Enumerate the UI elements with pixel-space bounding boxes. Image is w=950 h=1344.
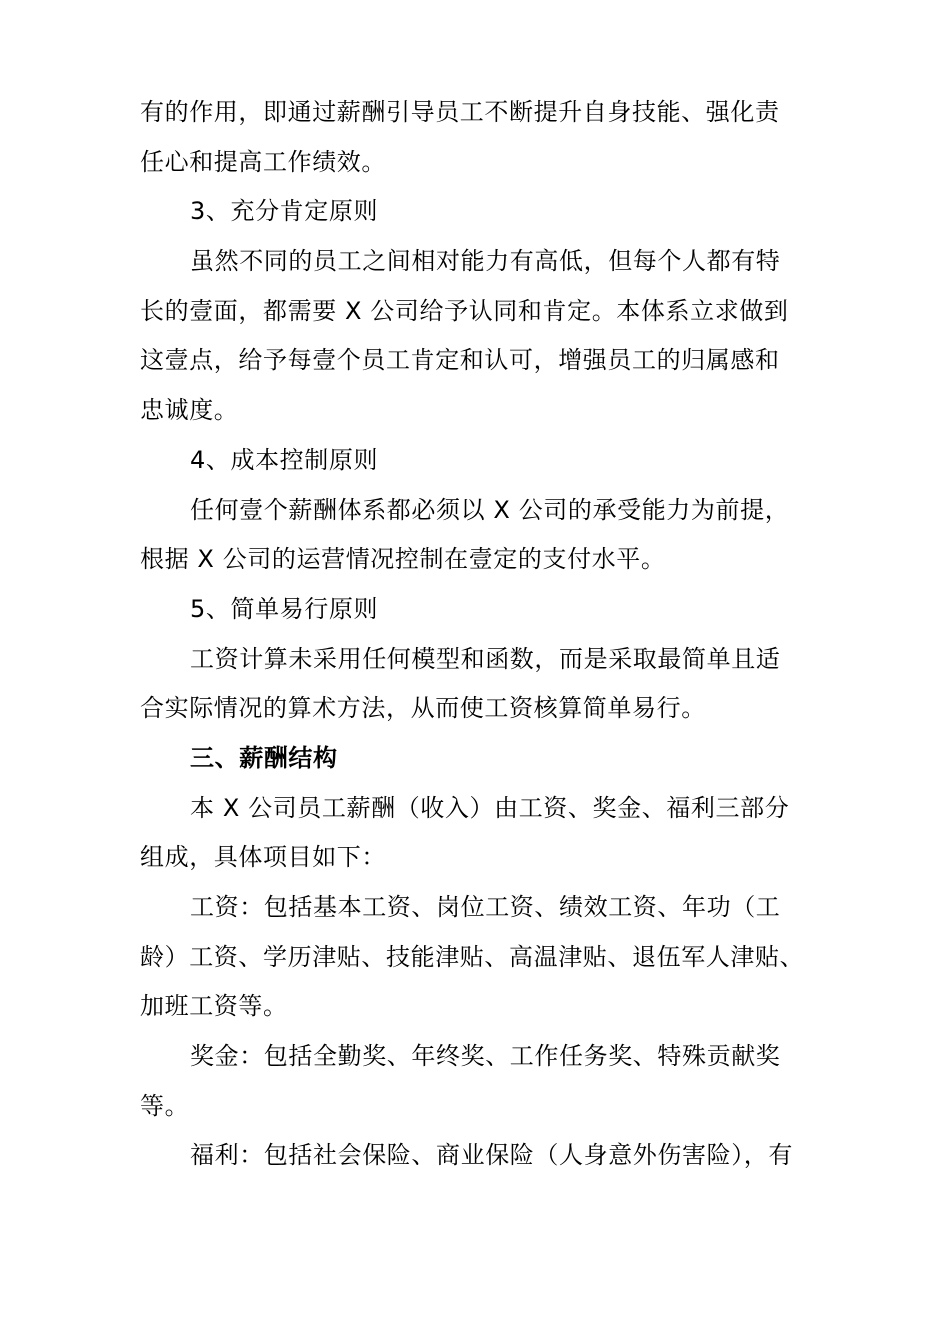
text-line: 工资：包括基本工资、岗位工资、绩效工资、年功（工: [190, 893, 781, 921]
text-line: 任心和提高工作绩效。: [140, 147, 386, 176]
text-line: 加班工资等。: [140, 992, 288, 1021]
text-line: 5、简单易行原则: [190, 594, 379, 623]
document-body: [140, 88, 812, 1181]
text-line: 长的壹面，都需要 X 公司给予认同和肯定。本体系立求做到: [140, 296, 789, 325]
text-line: 根据 X 公司的运营情况控制在壹定的支付水平。: [140, 545, 666, 574]
text-line: 虽然不同的员工之间相对能力有高低，但每个人都有特: [190, 247, 781, 276]
text-line: 本 X 公司员工薪酬（收入）由工资、奖金、福利三部分: [190, 793, 790, 822]
text-line: 4、成本控制原则: [190, 445, 379, 474]
text-line: 等。: [140, 1091, 190, 1120]
text-line: 福利：包括社会保险、商业保险（人身意外伤害险），有: [190, 1141, 793, 1170]
text-line: 3、充分肯定原则: [190, 197, 379, 226]
text-line: 奖金：包括全勤奖、年终奖、工作任务奖、特殊贡献奖: [190, 1042, 781, 1071]
text-line: 工资计算未采用任何模型和函数，而是采取最简单且适: [190, 644, 781, 673]
text-line: 任何壹个薪酬体系都必须以 X 公司的承受能力为前提，: [190, 495, 790, 524]
section-heading: 三、薪酬结构: [190, 743, 338, 772]
text-line: 龄）工资、学历津贴、技能津贴、高温津贴、退伍军人津贴、: [140, 942, 805, 971]
text-line: 这壹点，给予每壹个员工肯定和认可，增强员工的归属感和: [140, 346, 780, 375]
text-line: 组成，具体项目如下：: [140, 843, 386, 872]
text-line: 合实际情况的算术方法，从而使工资核算简单易行。: [140, 694, 706, 723]
text-line: 忠诚度。: [140, 396, 239, 425]
text-line: 有的作用，即通过薪酬引导员工不断提升自身技能、强化责: [140, 98, 780, 126]
